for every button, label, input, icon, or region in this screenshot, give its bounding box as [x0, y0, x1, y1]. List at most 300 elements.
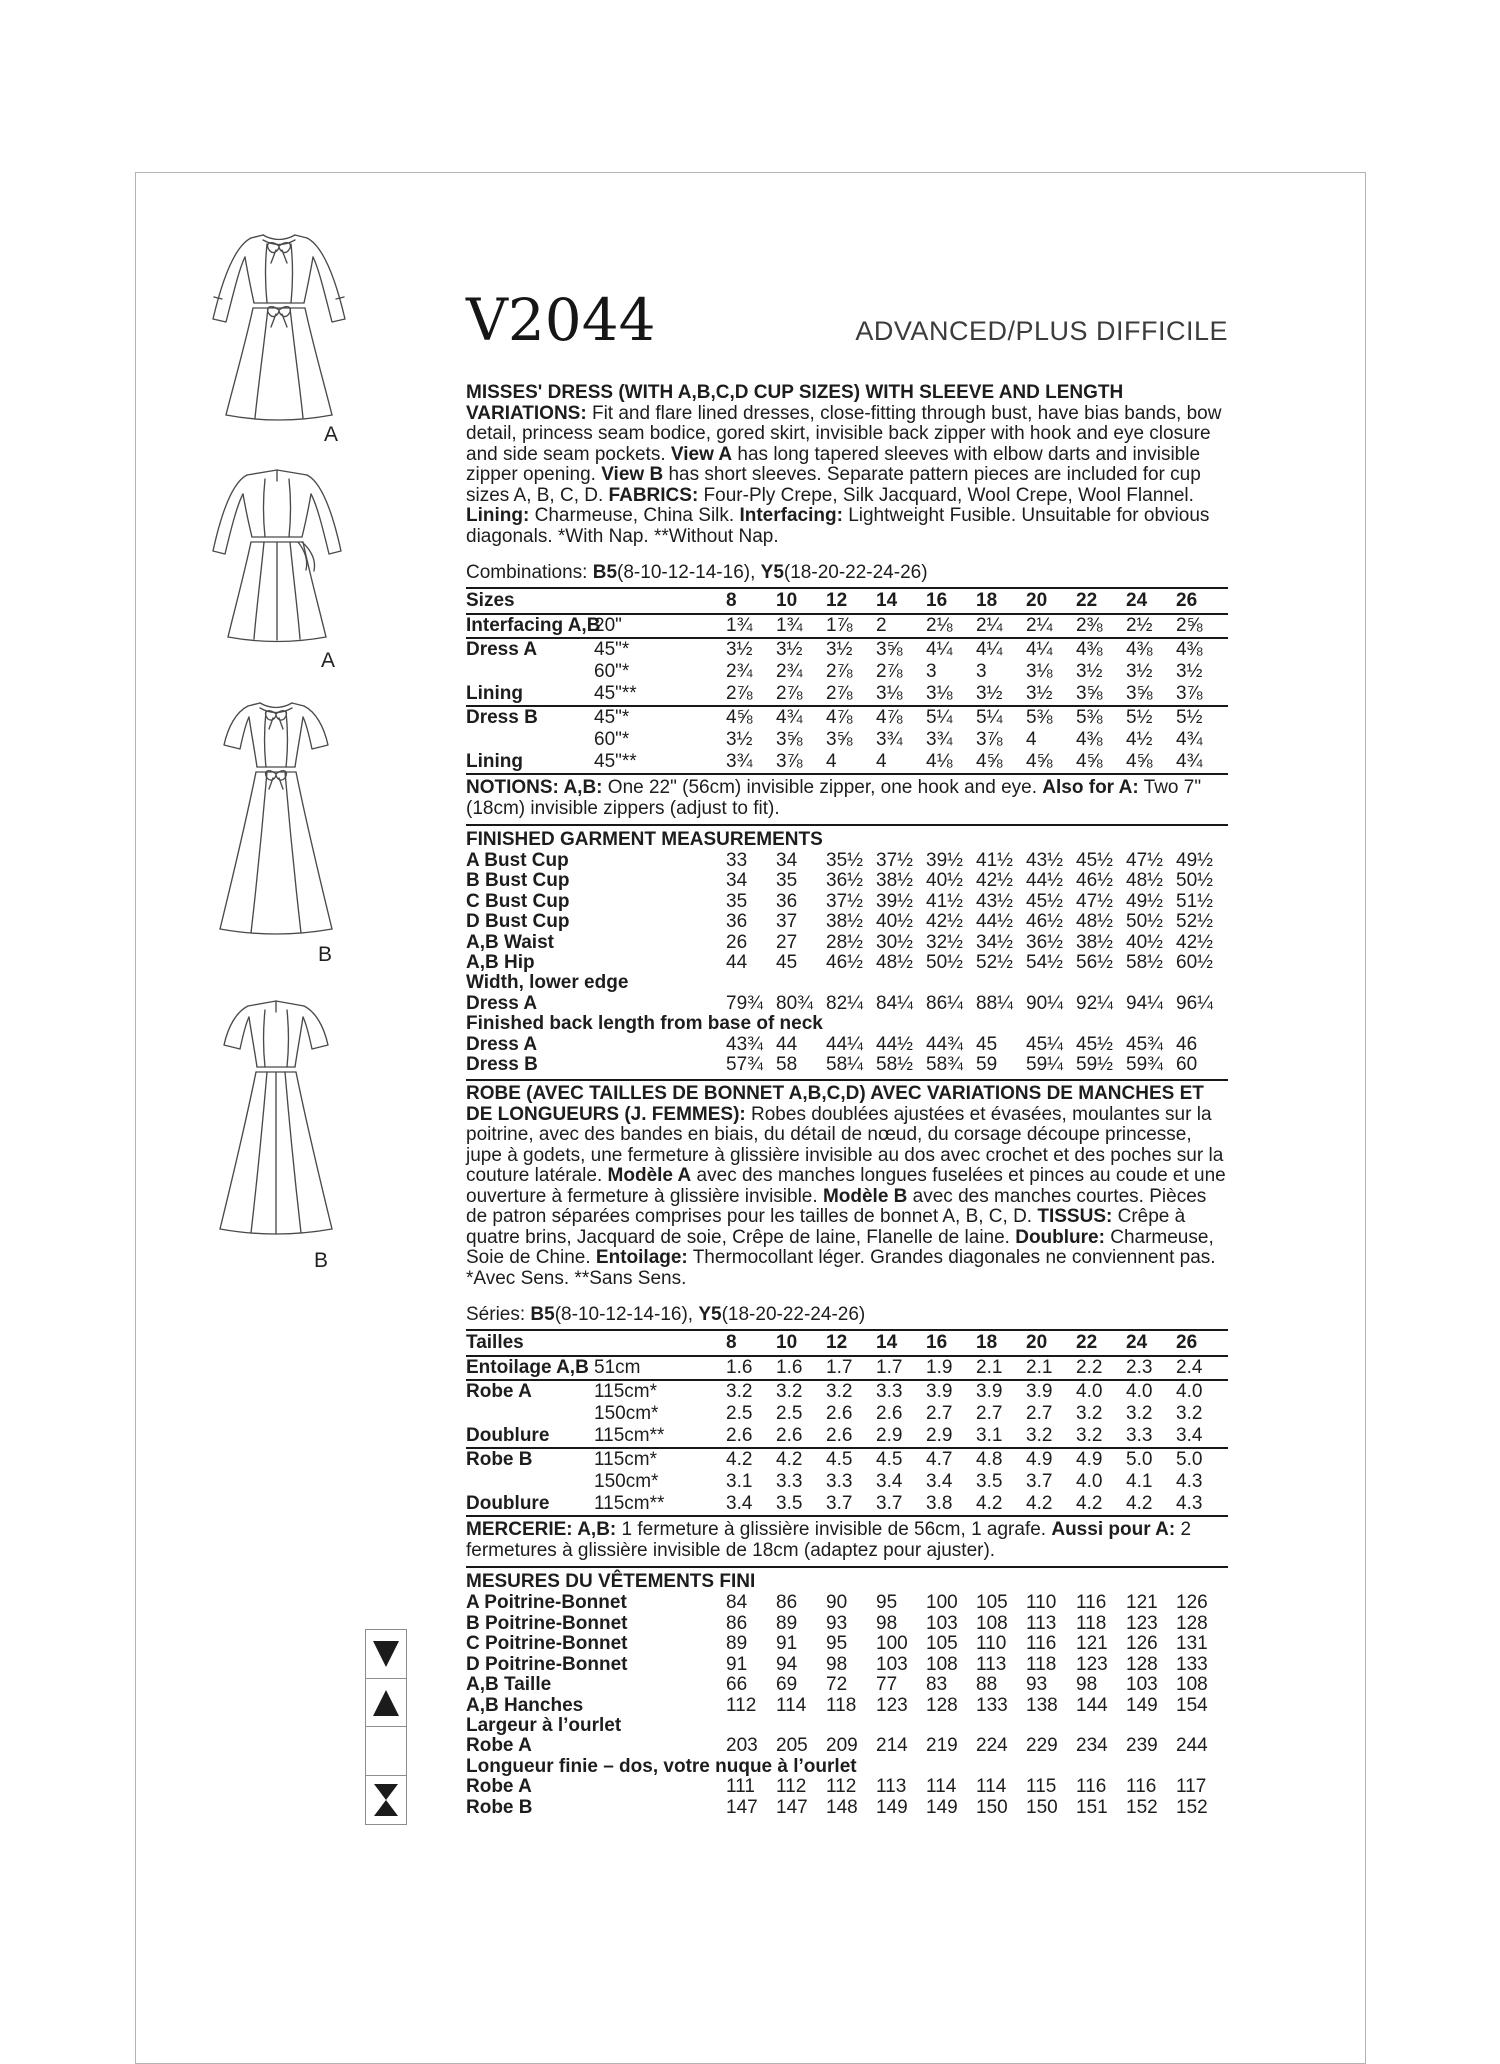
measurement-value: 86	[726, 1612, 748, 1634]
measurement-value: 59¼	[1026, 1054, 1063, 1076]
table-row	[466, 1736, 1228, 1756]
yardage-value: 3½	[1176, 661, 1203, 682]
measurement-value: 103	[926, 1612, 958, 1634]
row-label: Dress B	[466, 1054, 538, 1076]
measurement-value: 154	[1176, 1694, 1208, 1716]
measurement-value: 44½	[976, 911, 1013, 933]
measurement-value: 52½	[976, 952, 1013, 974]
table-row	[466, 994, 1228, 1014]
text-run: Séries:	[466, 1304, 531, 1326]
yardage-value: 3.2	[1026, 1425, 1053, 1447]
text-run: has long tapered sleeves with elbow darts and invisible zipper opening.	[466, 443, 1201, 485]
yardage-value: 5.0	[1176, 1449, 1203, 1471]
yardage-value: 4⅞	[876, 707, 903, 728]
yardage-value: 3½	[976, 683, 1003, 704]
measurement-value: 94	[776, 1653, 798, 1675]
measurement-value: 59¾	[1126, 1054, 1163, 1076]
fabric-width: 60"*	[594, 729, 630, 750]
yardage-value: 2⅞	[776, 683, 803, 704]
yardage-value: 2.6	[826, 1403, 853, 1425]
yardage-value: 3¾	[876, 729, 903, 750]
text-run: (8-10-12-14-16),	[554, 1304, 699, 1326]
yardage-value: 2.7	[1026, 1403, 1053, 1425]
table-row	[466, 1425, 1228, 1447]
yardage-value: 3.4	[926, 1471, 953, 1493]
yardage-value: 3.5	[776, 1493, 803, 1515]
measurement-value: 205	[776, 1735, 808, 1757]
measurement-value: 28½	[826, 931, 863, 953]
measurement-value: 46	[1176, 1033, 1198, 1055]
size-column-header: 16	[926, 1332, 948, 1354]
table-row	[466, 1493, 1228, 1515]
measurement-value: 113	[976, 1653, 1007, 1675]
text-run: Four-Ply Crepe, Silk Jacquard, Wool Crepe, Wool Flannel.	[698, 484, 1194, 506]
finished-measurements-french	[466, 1571, 1228, 1817]
measurement-value: 48½	[876, 952, 913, 974]
table-row	[466, 973, 1228, 993]
measurement-value: 150	[1026, 1796, 1058, 1818]
table-row	[466, 615, 1228, 637]
measurement-value: 50½	[926, 952, 963, 974]
measurement-value: 95	[826, 1633, 848, 1655]
yardage-value: 2⅞	[826, 683, 853, 704]
measurement-value: 45½	[1076, 1033, 1113, 1055]
yardage-value: 2.6	[726, 1425, 753, 1447]
yardage-value: 3.9	[926, 1381, 953, 1403]
size-header-label: Tailles	[466, 1332, 524, 1354]
pattern-number: V2044	[466, 286, 656, 354]
measurement-value: 32½	[926, 931, 963, 953]
yardage-value: 3.4	[726, 1493, 753, 1515]
yardage-value: 2.6	[826, 1425, 853, 1447]
measurement-value: 114	[976, 1776, 1007, 1798]
row-label: Entoilage A,B	[466, 1357, 589, 1379]
table-row	[466, 639, 1228, 661]
yardage-value: 2¼	[1026, 615, 1053, 636]
yardage-value: 3.9	[1026, 1381, 1053, 1403]
measurement-value: 94¼	[1126, 992, 1163, 1014]
measurement-value: 49½	[1176, 850, 1213, 871]
row-label: Dress A	[466, 1033, 538, 1055]
row-label: A,B Hip	[466, 952, 535, 974]
dress-a-back-sketch	[164, 453, 389, 649]
measurement-value: 89	[776, 1612, 798, 1634]
table-row	[466, 1403, 1228, 1425]
measurement-value: 59	[976, 1054, 998, 1076]
measurement-value: 84¼	[876, 992, 913, 1014]
text-run: Y5	[760, 562, 784, 583]
text-run: Charmeuse, China Silk.	[529, 505, 740, 526]
text-run: avec des manches courtes. Pièces de patron séparées comprises pour les tailles de bonnet A, B, C, D.	[466, 1185, 1207, 1228]
measurement-value: 34½	[976, 931, 1013, 953]
measurement-value: 116	[1026, 1633, 1057, 1655]
measurement-value: 44	[776, 1033, 798, 1055]
measurement-value: 144	[1076, 1694, 1108, 1716]
series-line	[466, 1304, 1228, 1325]
measurement-value: 133	[976, 1694, 1008, 1716]
size-column-header: 22	[1076, 1332, 1098, 1354]
table-row	[466, 729, 1228, 751]
yardage-value: 4⅜	[1126, 639, 1153, 660]
measurement-value: 35	[726, 890, 748, 912]
measurement-value: 40½	[1126, 931, 1163, 953]
measurement-value: 229	[1026, 1735, 1058, 1757]
measurement-value: 147	[776, 1796, 808, 1818]
yardage-value: 5¼	[926, 707, 953, 728]
yardage-value: 3½	[1026, 683, 1053, 704]
yardage-value: 4⅝	[976, 751, 1003, 772]
measurement-value: 128	[926, 1694, 958, 1716]
measurement-value: 116	[1076, 1592, 1107, 1614]
measurement-value: 151	[1076, 1796, 1108, 1818]
yardage-value: 4¼	[1026, 639, 1053, 660]
measurement-value: 80¾	[776, 992, 813, 1014]
text-run: MERCERIE: A,B:	[466, 1519, 617, 1541]
yardage-value: 1.6	[776, 1357, 803, 1379]
text-column	[466, 286, 1228, 1822]
yardage-value: 4¾	[1176, 729, 1203, 750]
row-label: Lining	[466, 683, 523, 704]
measurement-value: 131	[1176, 1633, 1208, 1655]
measurement-value: 45	[776, 952, 798, 974]
yardage-table-french	[466, 1329, 1228, 1517]
measurement-value: 52½	[1176, 911, 1213, 933]
measurement-value: 133	[1176, 1653, 1208, 1675]
yardage-value: 4.9	[1026, 1449, 1053, 1471]
yardage-value: 3.9	[976, 1381, 1003, 1403]
text-run: ROBE (AVEC TAILLES DE BONNET A,B,C,D) AVEC VARIATIONS DE MANCHES ET DE LONGUEURS (J. FEMMES):	[466, 1083, 1204, 1125]
measurement-value: 37½	[876, 850, 913, 871]
yardage-value: 3⅞	[776, 751, 803, 772]
text-run: Combinations:	[466, 562, 593, 583]
measurement-value: 43½	[976, 890, 1013, 912]
size-column-header: 14	[876, 1332, 898, 1354]
yardage-value: 3½	[726, 729, 753, 750]
measurement-value: 112	[726, 1694, 757, 1716]
yardage-value: 3⅞	[976, 729, 1003, 750]
row-label: Width, lower edge	[466, 972, 629, 994]
yardage-value: 4.2	[776, 1449, 803, 1471]
measurement-value: 48½	[1076, 911, 1113, 933]
section-title: MESURES DU VÊTEMENTS FINI	[466, 1571, 756, 1593]
yardage-value: 3½	[776, 639, 803, 660]
row-label: B Poitrine-Bonnet	[466, 1612, 628, 1634]
measurement-value: 111	[726, 1776, 755, 1798]
measurement-value: 103	[876, 1653, 908, 1675]
measurement-value: 37	[776, 911, 798, 933]
table-row	[466, 1593, 1228, 1613]
row-label	[466, 661, 594, 683]
measurement-value: 37½	[826, 890, 863, 912]
yardage-value: 4.0	[1076, 1381, 1103, 1403]
fabric-width: 51cm	[594, 1357, 641, 1379]
notions-text	[466, 778, 1228, 819]
measurement-value: 43½	[1026, 850, 1063, 871]
yardage-value: 5½	[1126, 707, 1153, 728]
text-run: Two 7" (18cm) invisible zippers (adjust to fit).	[466, 777, 1202, 819]
measurement-value: 38½	[1076, 931, 1113, 953]
yardage-value: 4⅝	[1076, 751, 1103, 772]
table-row	[466, 707, 1228, 729]
yardage-value: 4⅛	[926, 751, 953, 772]
yardage-value: 3½	[1076, 661, 1103, 682]
size-column-header: 8	[726, 1332, 737, 1354]
measurement-value: 149	[876, 1796, 908, 1818]
text-run: Lightweight Fusible. Unsuitable for obvious diagonals. *With Nap. **Without Nap.	[466, 505, 1210, 547]
table-row	[466, 1634, 1228, 1654]
mercerie-text	[466, 1520, 1228, 1561]
yardage-value: 3⅛	[876, 683, 903, 704]
measurement-value: 40½	[876, 911, 913, 933]
measurement-value: 112	[826, 1776, 857, 1798]
yardage-value: 4¾	[1176, 751, 1203, 772]
measurement-value: 45¾	[1126, 1033, 1163, 1055]
yardage-value: 3.2	[726, 1381, 753, 1403]
yardage-value: 4⅞	[826, 707, 853, 728]
table-row	[466, 892, 1228, 912]
measurement-value: 26	[726, 931, 748, 953]
table-row	[466, 751, 1228, 773]
yardage-value: 2⅞	[876, 661, 903, 682]
yardage-value: 2.5	[776, 1403, 803, 1425]
measurement-value: 58	[776, 1054, 798, 1076]
measurement-value: 98	[1076, 1674, 1098, 1696]
yardage-value: 2.3	[1126, 1357, 1153, 1379]
yardage-value: 3	[976, 661, 987, 682]
measurement-value: 121	[1126, 1592, 1158, 1614]
row-label	[466, 729, 594, 751]
yardage-value: 3.1	[726, 1471, 753, 1493]
yardage-value: 5.0	[1126, 1449, 1153, 1471]
text-run: MISSES' DRESS (WITH A,B,C,D CUP SIZES) WITH SLEEVE AND LENGTH VARIATIONS:	[466, 382, 1124, 424]
yardage-value: 3.4	[876, 1471, 903, 1493]
yardage-value: 4.5	[876, 1449, 903, 1471]
measurement-value: 149	[1126, 1694, 1158, 1716]
yardage-value: 4	[826, 751, 837, 772]
illustration-column	[136, 173, 466, 2063]
size-column-header: 10	[776, 590, 798, 611]
view-b-label: B	[314, 1249, 329, 1272]
measurement-value: 244	[1176, 1735, 1208, 1757]
measurement-value: 209	[826, 1735, 858, 1757]
measurement-value: 47½	[1076, 890, 1113, 912]
cutting-layout-symbols	[365, 1631, 407, 1825]
yardage-value: 4.0	[1176, 1381, 1203, 1403]
finished-measurements-english	[466, 829, 1228, 1075]
measurement-value: 105	[976, 1592, 1008, 1614]
measurement-value: 83	[926, 1674, 948, 1696]
yardage-value: 3.2	[1176, 1403, 1203, 1425]
text-run: B5	[592, 562, 618, 583]
measurement-value: 113	[1026, 1612, 1057, 1634]
fabric-width: 115cm**	[594, 1493, 665, 1515]
measurement-value: 110	[976, 1633, 1007, 1655]
measurement-value: 58½	[876, 1054, 913, 1076]
yardage-value: 4½	[1126, 729, 1153, 750]
fabric-width: 45"*	[594, 639, 630, 660]
yardage-value: 4.3	[1176, 1471, 1203, 1493]
spacer	[594, 1331, 726, 1355]
measurement-value: 110	[1026, 1592, 1057, 1614]
size-column-header: 18	[976, 1332, 998, 1354]
yardage-value: 4¼	[976, 639, 1003, 660]
dress-a-front-sketch	[154, 213, 404, 427]
measurement-value: 41½	[926, 890, 963, 912]
measurement-value: 123	[1126, 1612, 1158, 1634]
yardage-value: 5⅜	[1026, 707, 1053, 728]
yardage-value: 2	[876, 615, 887, 636]
table-row	[466, 1014, 1228, 1034]
yardage-value: 4.2	[1126, 1493, 1153, 1515]
yardage-value: 3½	[1126, 661, 1153, 682]
yardage-value: 4⅝	[1126, 751, 1153, 772]
text-run: One 22" (56cm) invisible zipper, one hook and eye.	[602, 777, 1043, 798]
yardage-value: 3⅛	[926, 683, 953, 704]
measurement-value: 45	[976, 1033, 998, 1055]
yardage-value: 3.2	[826, 1381, 853, 1403]
measurement-value: 105	[926, 1633, 958, 1655]
measurement-value: 128	[1176, 1612, 1208, 1634]
measurement-value: 149	[926, 1796, 958, 1818]
measurement-value: 36	[726, 911, 748, 933]
size-column-header: 26	[1176, 590, 1198, 611]
measurement-value: 93	[826, 1612, 848, 1634]
measurement-value: 79¾	[726, 992, 763, 1014]
measurement-value: 34	[776, 850, 798, 871]
yardage-value: 3.2	[1076, 1425, 1103, 1447]
difficulty-label: ADVANCED/PLUS DIFFICILE	[855, 316, 1228, 346]
text-run: Modèle A	[607, 1165, 692, 1187]
yardage-value: 4.1	[1126, 1471, 1153, 1493]
yardage-value: 2.7	[926, 1403, 953, 1425]
text-run: 1 fermeture à glissière invisible de 56cm, 1 agrafe.	[616, 1519, 1052, 1541]
divider-rule	[466, 773, 1228, 775]
measurement-value: 33	[726, 850, 748, 871]
measurement-value: 114	[926, 1776, 957, 1798]
yardage-value: 3⅝	[1076, 683, 1103, 704]
pattern-envelope-back	[135, 172, 1366, 2064]
row-label	[466, 1403, 594, 1425]
yardage-value: 4⅜	[1176, 639, 1203, 660]
yardage-value: 4.7	[926, 1449, 953, 1471]
size-header-label: Sizes	[466, 590, 515, 611]
measurement-value: 44½	[876, 1033, 913, 1055]
size-column-header: 24	[1126, 1332, 1148, 1354]
table-row	[466, 661, 1228, 683]
text-run: (18-20-22-24-26)	[721, 1304, 866, 1326]
measurement-value: 123	[876, 1694, 908, 1716]
yardage-value: 4¾	[776, 707, 803, 728]
measurement-value: 147	[726, 1796, 758, 1818]
measurement-value: 45¼	[1026, 1033, 1063, 1055]
fabric-width: 115cm*	[594, 1381, 658, 1403]
row-label: A Poitrine-Bonnet	[466, 1592, 627, 1614]
table-row	[466, 1055, 1228, 1075]
row-label: Largeur à l’ourlet	[466, 1714, 622, 1736]
nap-symbol-hourglass	[365, 1775, 407, 1825]
measurement-value: 123	[1076, 1653, 1108, 1675]
measurement-value: 234	[1076, 1735, 1108, 1757]
measurement-value: 43¾	[726, 1033, 763, 1055]
measurement-value: 113	[876, 1776, 907, 1798]
table-row	[466, 1449, 1228, 1471]
measurement-value: 100	[876, 1633, 908, 1655]
yardage-value: 3½	[726, 639, 753, 660]
text-run: Interfacing:	[739, 505, 843, 526]
measurement-value: 116	[1126, 1776, 1157, 1798]
table-row	[466, 871, 1228, 891]
measurement-value: 39½	[926, 850, 963, 871]
yardage-value: 5½	[1176, 707, 1203, 728]
measurement-value: 126	[1176, 1592, 1208, 1614]
measurement-value: 138	[1026, 1694, 1058, 1716]
text-run: avec des manches longues fuselées et pinces au coude et une ouverture à fermeture à glissière invisible.	[466, 1165, 1226, 1207]
table-header-row	[466, 1331, 1228, 1355]
measurement-value: 118	[826, 1694, 857, 1716]
divider-rule	[466, 1079, 1228, 1081]
measurement-value: 152	[1176, 1796, 1208, 1818]
measurement-value: 98	[826, 1653, 848, 1675]
measurement-value: 57¾	[726, 1054, 763, 1076]
measurement-value: 35½	[826, 850, 863, 871]
text-run: TISSUS:	[1037, 1206, 1113, 1228]
measurement-value: 50½	[1126, 911, 1163, 933]
yardage-value: 4.2	[1026, 1493, 1053, 1515]
yardage-value: 3.2	[1126, 1403, 1153, 1425]
yardage-value: 4.2	[1076, 1493, 1103, 1515]
yardage-value: 4.0	[1126, 1381, 1153, 1403]
fabric-width: 45"**	[594, 683, 637, 704]
yardage-value: 3.7	[876, 1493, 903, 1515]
table-row	[466, 953, 1228, 973]
fabric-width: 150cm*	[594, 1403, 659, 1425]
row-label: Lining	[466, 751, 523, 772]
measurement-value: 96¼	[1176, 992, 1213, 1014]
text-run: NOTIONS: A,B:	[466, 777, 603, 798]
yardage-value: 4⅝	[726, 707, 753, 728]
measurement-value: 114	[776, 1694, 807, 1716]
spacer	[594, 589, 726, 613]
yardage-value: 4.2	[976, 1493, 1003, 1515]
measurement-value: 38½	[826, 911, 863, 933]
row-label: Interfacing A,B	[466, 615, 601, 636]
row-label: D Poitrine-Bonnet	[466, 1653, 628, 1675]
yardage-table-english	[466, 587, 1228, 775]
row-label: Robe B	[466, 1449, 533, 1471]
measurement-value: 93	[1026, 1674, 1048, 1696]
yardage-value: 3⅝	[826, 729, 853, 750]
yardage-value: 2.7	[976, 1403, 1003, 1425]
fabric-width: 115cm**	[594, 1425, 665, 1447]
measurement-value: 27	[776, 931, 798, 953]
measurement-value: 98	[876, 1612, 898, 1634]
row-label: Dress A	[466, 639, 538, 660]
yardage-value: 5⅜	[1076, 707, 1103, 728]
table-row	[466, 912, 1228, 932]
text-run: B5	[530, 1304, 555, 1326]
measurement-value: 103	[1126, 1674, 1158, 1696]
yardage-value: 3⅝	[1126, 683, 1153, 704]
yardage-value: 3½	[826, 639, 853, 660]
measurement-value: 41½	[976, 850, 1013, 871]
measurement-value: 90¼	[1026, 992, 1063, 1014]
view-a-label: A	[324, 423, 339, 446]
fabric-width: 150cm*	[594, 1471, 659, 1493]
measurement-value: 86	[776, 1592, 798, 1614]
measurement-value: 45½	[1076, 850, 1113, 871]
yardage-value: 4¼	[926, 639, 953, 660]
description-french	[466, 1084, 1228, 1289]
